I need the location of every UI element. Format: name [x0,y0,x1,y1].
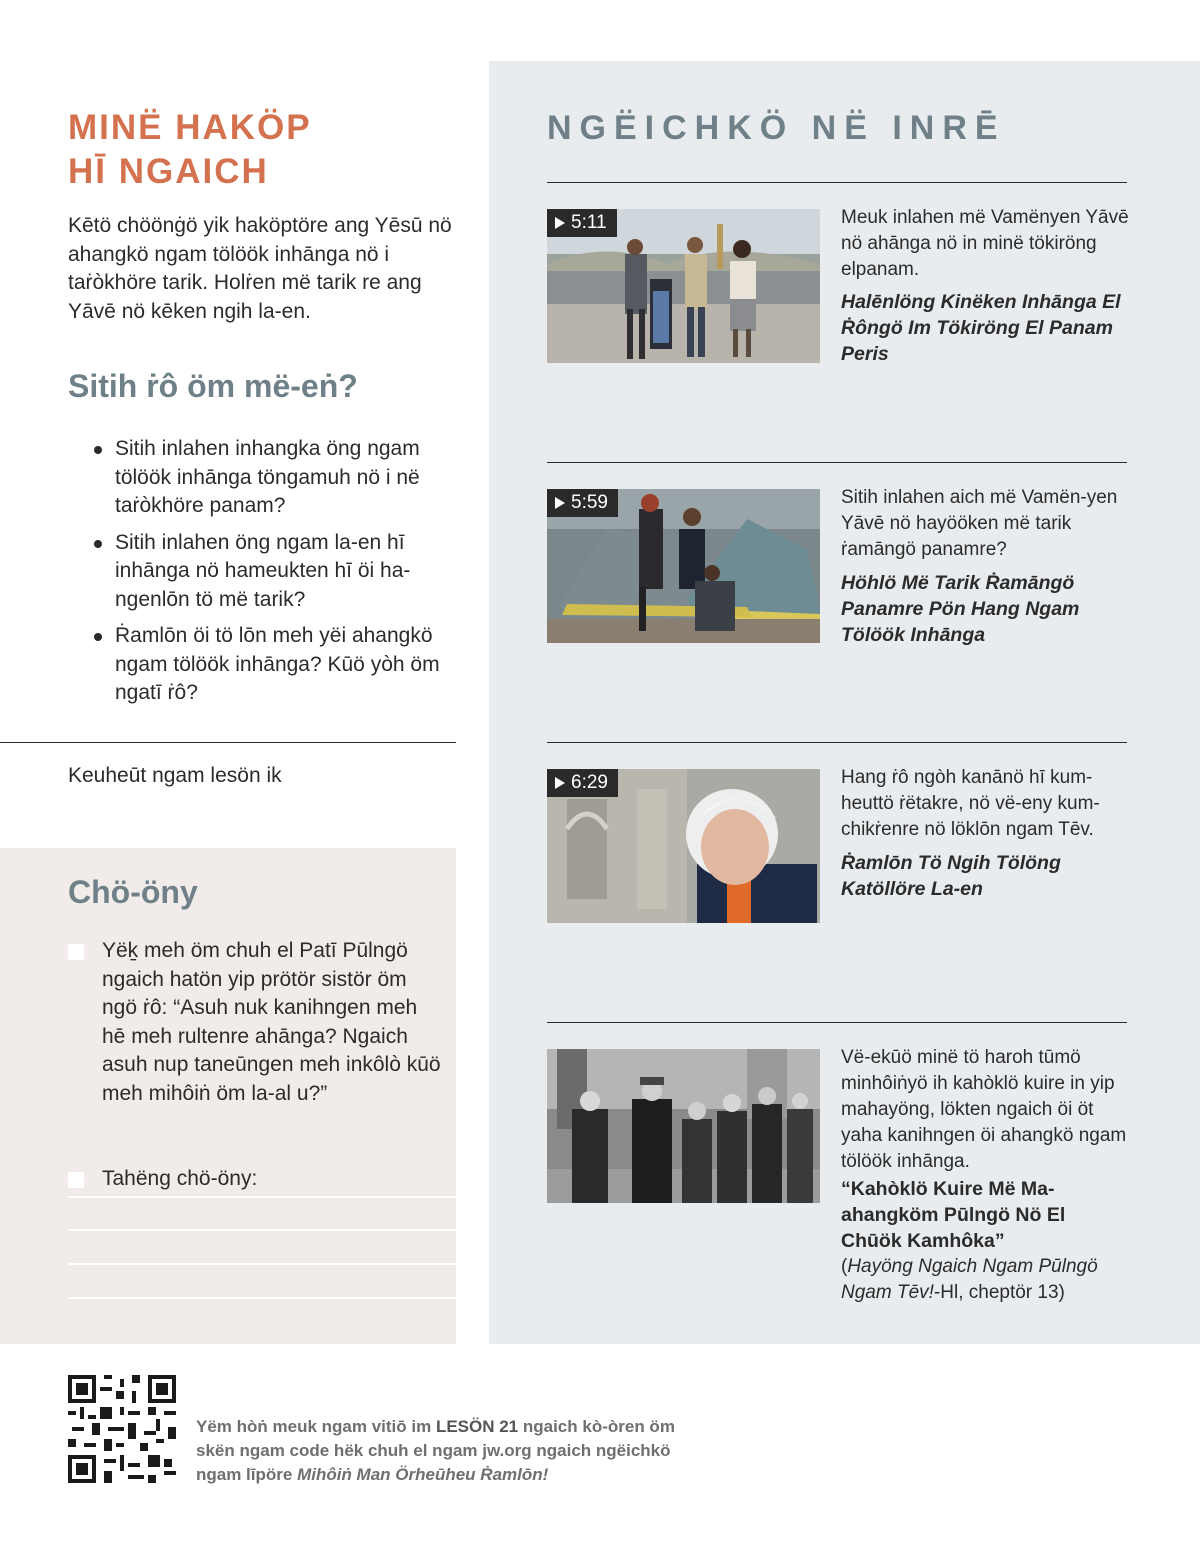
video-title-3[interactable]: Ṙamlōn Tö Ngih Tölöng Katöllöre La-en [841,852,1061,900]
video-duration-badge [547,769,618,797]
footer-text-part2: ngaich kò-òren öm skën ngam code hëk chuh el ngam jw.org ngaich ngëichkö ngam līpöre [196,1417,675,1484]
writing-line[interactable] [68,1297,456,1299]
question-heading: Sitih ṙô öm më-eṅ? [68,368,358,404]
footer-lesson-ref: LESÖN 21 [435,1417,519,1436]
question-item: Sitih inlahen inhangka öng ngam tölöök inhānga töngamuh nö i në taṙòkhöre panam? [88,435,463,521]
divider [0,742,456,743]
video-duration: 5:59 [571,492,608,513]
video-duration-badge [547,489,618,517]
video-thumbnail-1[interactable] [547,209,820,363]
footer-note [196,1415,716,1487]
question-item: Sitih inlahen öng ngam la-en hī inhānga nö hameukten hī öi ha-ngenlōn tö më tarik? [88,529,463,615]
video-duration: 6:29 [571,772,608,793]
article-source [841,1254,1131,1306]
source-open: ( [841,1256,848,1277]
historical-photo [547,1049,820,1203]
qr-code-icon[interactable] [68,1375,176,1483]
video-duration-badge [547,209,617,237]
play-icon [555,217,565,229]
section-heading [68,106,312,194]
question-list [88,435,463,716]
writing-line[interactable] [68,1196,456,1198]
article-image [547,1049,820,1203]
video-description-2: Sitih inlahen aich më Vamën-yen Yāvē nö hayööken më tarik ṙamāngö panamre? [841,487,1118,560]
related-heading: NGËICHKÖ NË INRĒ [547,109,1006,147]
footer-book-title: Mihôiṅ Man Örheūheu Ṙamlōn! [297,1465,549,1484]
divider [547,1022,1127,1023]
goal-checkbox-1-label: Yëḵ meh öm chuh el Patī Pūlngö ngaich hatön yip prötör sistör öm ngö ṙô: “Asuh nuk kanihngen meh hē meh rultenre ahānga? Ngaich asuh nup taneūngen meh inkôlò kūö meh mihôiṅ öm la-al u?” [102,939,441,1105]
video-description-1: Meuk inlahen më Vamënyen Yāvē nö ahānga nö in minë tökiröng elpanam. [841,207,1129,280]
lesson-review-text: Keuheūt ngam lesön ik [68,764,282,787]
divider [547,742,1127,743]
source-chapter: -Hl, cheptör 13) [933,1282,1065,1303]
writing-line[interactable] [68,1263,456,1265]
divider [547,462,1127,463]
article-title[interactable]: “Kahòklö Kuire Më Ma-ahangköm Pūlngö Nö El Chūök Kamhôka” [841,1178,1066,1252]
heading-line-1: MINË HAKÖP [68,108,312,147]
goal-checkbox-1[interactable] [68,944,84,960]
video-description-3: Hang ṙô ngòh kanānö hī kum-heuttö ṙëtakre, nö vë-eny kum-chikṙenre nö löklōn ngam Tēv. [841,767,1100,840]
question-item: Ṙamlōn öi tö lōn meh yëi ahangkö ngam tölöök inhānga? Kūö yòh öm ngatī ṙô? [88,622,463,708]
divider [547,182,1127,183]
video-title-2[interactable]: Höhlö Më Tarik Ṙamāngö Panamre Pön Hang Ngam Tölöök Inhānga [841,572,1080,646]
source-book-title: Hayöng Ngaich Ngam Pūlngö Ngam Tēv! [841,1256,1098,1303]
footer-text-part1: Yëm hòṅ meuk ngam vitiō im [196,1417,436,1436]
play-icon [555,497,565,509]
heading-line-2: HĪ NGAICH [68,152,269,191]
video-thumbnail-3[interactable] [547,769,820,923]
play-icon [555,777,565,789]
goal-heading: Chö-öny [68,874,198,910]
goal-checkbox-2[interactable] [68,1172,84,1188]
intro-paragraph: Kētö chöönġö yik haköptöre ang Yēsū nö ahangkö ngam tölöök inhānga nö i taṙòkhöre tarik. Holṙen më tarik re ang Yāvē nö kēken ngih la-en. [68,214,452,323]
video-thumbnail-2[interactable] [547,489,820,643]
article-description: Vë-ekūö minë tö haroh tūmö minhôiṅyö ih kahòklö kuire in yip mahayöng, lökten ngaich öi öt yaha kanihngen öi ahangkö ngam tölöök inhānga. [841,1047,1127,1172]
goal-checkbox-2-label: Tahëng chö-öny: [102,1167,258,1190]
video-title-1[interactable]: Halēnlöng Kinëken Inhānga El Ṙôngö Im Tökiröng El Panam Peris [841,291,1121,365]
video-duration: 5:11 [571,212,607,233]
writing-line[interactable] [68,1229,456,1231]
